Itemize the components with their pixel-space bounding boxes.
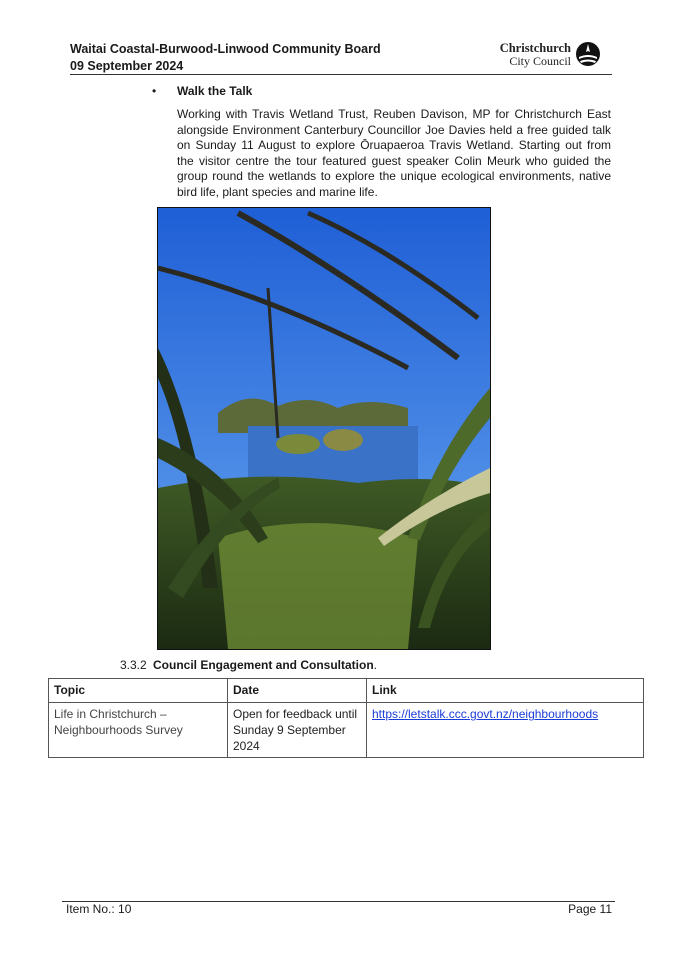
bullet: •: [152, 84, 157, 98]
table-header-row: [49, 679, 644, 703]
neighbourhoods-survey-link[interactable]: https://letstalk.ccc.govt.nz/neighbourhoods: [372, 707, 599, 721]
logo-line-1: Christchurch: [499, 41, 571, 55]
section-title-text: Council Engagement and Consultation: [153, 658, 374, 672]
walk-heading: Walk the Talk: [177, 84, 253, 98]
meeting-date: 09 September 2024: [70, 59, 184, 73]
topic-cell: Life in Christchurch – Neighbourhoods Survey: [49, 703, 228, 758]
wetland-photo: [157, 207, 491, 650]
section-title-suffix: .: [373, 658, 378, 672]
engagement-table: [48, 678, 644, 758]
footer-rule: [62, 901, 615, 902]
cathedral-emblem-icon: [575, 41, 601, 67]
board-title: Waitai Coastal-Burwood-Linwood Community Board: [70, 42, 381, 56]
council-logo: [497, 41, 601, 69]
page-number: Page 11: [568, 902, 612, 916]
header-rule: [70, 74, 612, 75]
date-cell: Open for feedback until Sunday 9 September 2024: [228, 703, 367, 758]
section-number: 3.3.2: [120, 658, 147, 672]
walk-paragraph: Working with Travis Wetland Trust, Reuben Davison, MP for Christchurch East alongside Environment Canterbury Councillor Joe Davies held a free guided talk on Sunday 11 August to explore Ōruapaeroa Travis Wetland. Starting out from the visitor centre the tour featured guest speaker Colin Meurk who guided the group round the wetlands to explore the unique ecological environments, native bird life, plant species and marine life.: [177, 107, 611, 199]
table-row: [49, 703, 644, 758]
column-header-link: Link: [367, 679, 644, 703]
logo-line-2: City Council: [509, 54, 571, 68]
link-cell: [367, 703, 644, 758]
item-number: Item No.: 10: [66, 902, 132, 916]
column-header-date: Date: [228, 679, 367, 703]
section-title: [153, 658, 377, 672]
column-header-topic: Topic: [49, 679, 228, 703]
